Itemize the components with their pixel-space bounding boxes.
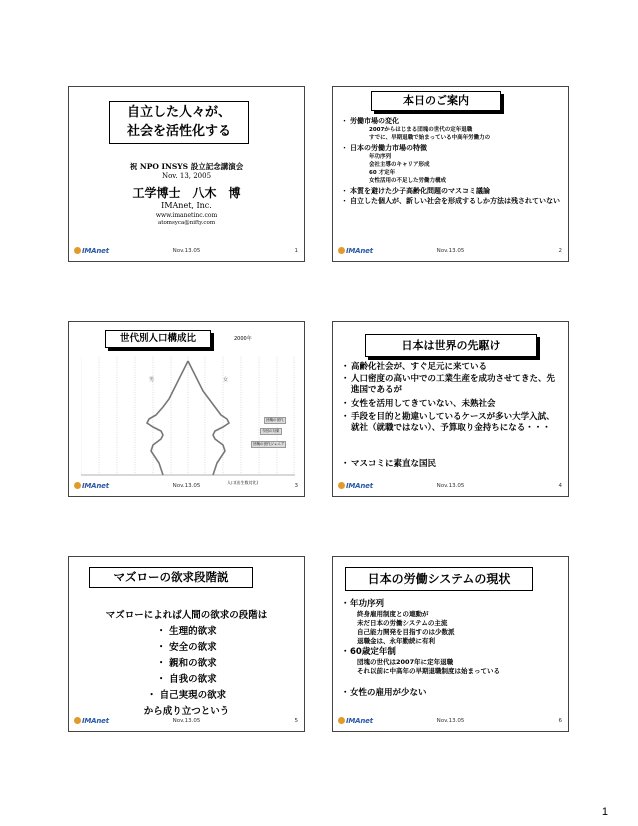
bullet-item: ・ 年功序列 [341, 599, 385, 609]
sub-item: それ以前に中高年の早期退職制度は始まっている [357, 667, 500, 675]
year-label: 2000年 [234, 336, 252, 342]
female-marker: 女 [223, 377, 229, 383]
footer-date: Nov.13.05 [436, 718, 465, 724]
contact-email: atomsyca@nifty.com [157, 220, 216, 226]
title-line-1: 自立した人々が、 [126, 105, 231, 120]
footer-date: Nov.13.05 [172, 483, 201, 489]
imanet-logo: IMAnet [74, 717, 109, 725]
slide-number: 5 [294, 718, 298, 724]
sub-item: 自己能力開発を目指すのは少数派 [357, 628, 455, 636]
bullet-item: ・ 本質を避けた少子高齢化問題のマスコミ議論 [341, 187, 490, 195]
bullet-item: ・ マスコミに素直な国民 [341, 459, 437, 469]
bullet-item: ・ 高齢化社会が、すぐ足元に来ている [341, 362, 488, 372]
imanet-logo: IMAnet [338, 247, 373, 255]
bullet-item: ・ 日本の労働力市場の特徴 [341, 144, 427, 152]
sub-item: 終身雇用制度との連動が [357, 610, 429, 618]
company-url: www.imanetinc.com [155, 212, 218, 219]
bullet-item: ・ 女性の雇用が少ない [341, 688, 427, 698]
title-line-2: 社会を活性化する [126, 124, 231, 139]
bullet-item: ・ 自立した個人が、新しい社会を形成するしか方法は残されていない [341, 197, 560, 205]
footer-date: Nov.13.05 [172, 718, 201, 724]
slide-footer [333, 481, 568, 493]
sub-item: すでに、早期退職で始まっている中高年労働力の [369, 135, 491, 141]
slide-3 [68, 321, 305, 497]
slide-footer [69, 481, 304, 493]
slide-number: 4 [558, 483, 562, 489]
slide-number: 3 [294, 483, 298, 489]
sub-item: 年功序列 [369, 154, 392, 160]
slide-2 [332, 86, 569, 262]
slide-1 [68, 86, 305, 262]
need-item: ・ 自己実現の欲求 [146, 690, 227, 701]
speaker-name: 工学博士 八木 博 [132, 186, 241, 200]
slide-6 [332, 556, 569, 732]
footer-date: Nov.13.05 [172, 248, 201, 254]
sub-item: 退職金は、永年勤続に有利 [357, 637, 435, 645]
label-target: 今回の対象 [262, 429, 280, 433]
intro-line: マズローによれば人間の欲求の段階は [105, 610, 268, 621]
slide-number: 2 [558, 248, 562, 254]
need-item: ・ 安全の欲求 [156, 642, 217, 653]
male-marker: 男 [149, 377, 155, 383]
need-item: ・ 親和の欲求 [156, 658, 217, 669]
slide-4 [332, 321, 569, 497]
bullet-item: ・ 女性を活用してきていない、未熟社会 [341, 399, 496, 409]
bullet-item: ・ 手段を目的と勘違いしているケースが多い大学入試、就社（就職ではない）、予算取り金持ちになる・・・ [341, 412, 555, 433]
slide-footer [333, 716, 568, 728]
imanet-logo: IMAnet [74, 482, 109, 490]
imanet-logo: IMAnet [74, 247, 109, 255]
event-name: 祝 NPO INSYS 設立記念講演会 [129, 162, 244, 171]
page-number: 1 [601, 806, 608, 818]
footer-date: Nov.13.05 [436, 483, 465, 489]
slide-title [109, 101, 249, 144]
slide-title: マズローの欲求段階説 [89, 567, 253, 588]
sub-item: 会社主導のキャリア形成 [369, 162, 430, 168]
bullet-item: ・ 60歳定年制 [341, 647, 396, 657]
imanet-logo: IMAnet [338, 482, 373, 490]
sub-item: 2007からはじまる団塊の世代の定年退職 [369, 127, 473, 133]
slide-title: 日本は世界の先駆け [365, 334, 537, 357]
footer-date: Nov.13.05 [436, 248, 465, 254]
event-date: Nov. 13, 2005 [161, 172, 212, 180]
slide-footer [69, 716, 304, 728]
bullet-item: ・ 労働市場の変化 [341, 117, 399, 125]
need-item: ・ 自我の欲求 [156, 674, 217, 685]
axis-name: 人口(出生数対比) [227, 480, 259, 485]
label-dankai: 団塊の世代 [266, 418, 284, 422]
sub-item: 女性活用の不足した労働力構成 [369, 178, 447, 184]
sub-item: 未だ日本の労働システムの主流 [357, 619, 448, 627]
slide-footer [69, 246, 304, 258]
sub-item: 60 才定年 [369, 170, 396, 176]
slide-title: 本日のご案内 [371, 91, 501, 111]
slide-5 [68, 556, 305, 732]
sub-item: 団塊の世代は2007年に定年退職 [357, 658, 454, 666]
grid-lines [81, 357, 294, 475]
imanet-logo: IMAnet [338, 717, 373, 725]
slide-number: 1 [294, 248, 298, 254]
slide-title: 世代別人口構成比 [105, 330, 211, 348]
slide-footer [333, 246, 568, 258]
slide-title: 日本の労働システムの現状 [345, 567, 533, 591]
slide-number: 6 [558, 718, 562, 724]
outro-line: から成り立つという [143, 706, 230, 717]
need-item: ・ 生理的欲求 [156, 626, 217, 637]
population-pyramid [81, 357, 295, 479]
company-name: IMAnet, Inc. [161, 201, 212, 210]
bullet-item: ・ 人口密度の高い中での工業生産を成功させてきた、先進国であるが [341, 374, 556, 395]
label-junior: 団塊の世代ジュニア [253, 442, 285, 446]
